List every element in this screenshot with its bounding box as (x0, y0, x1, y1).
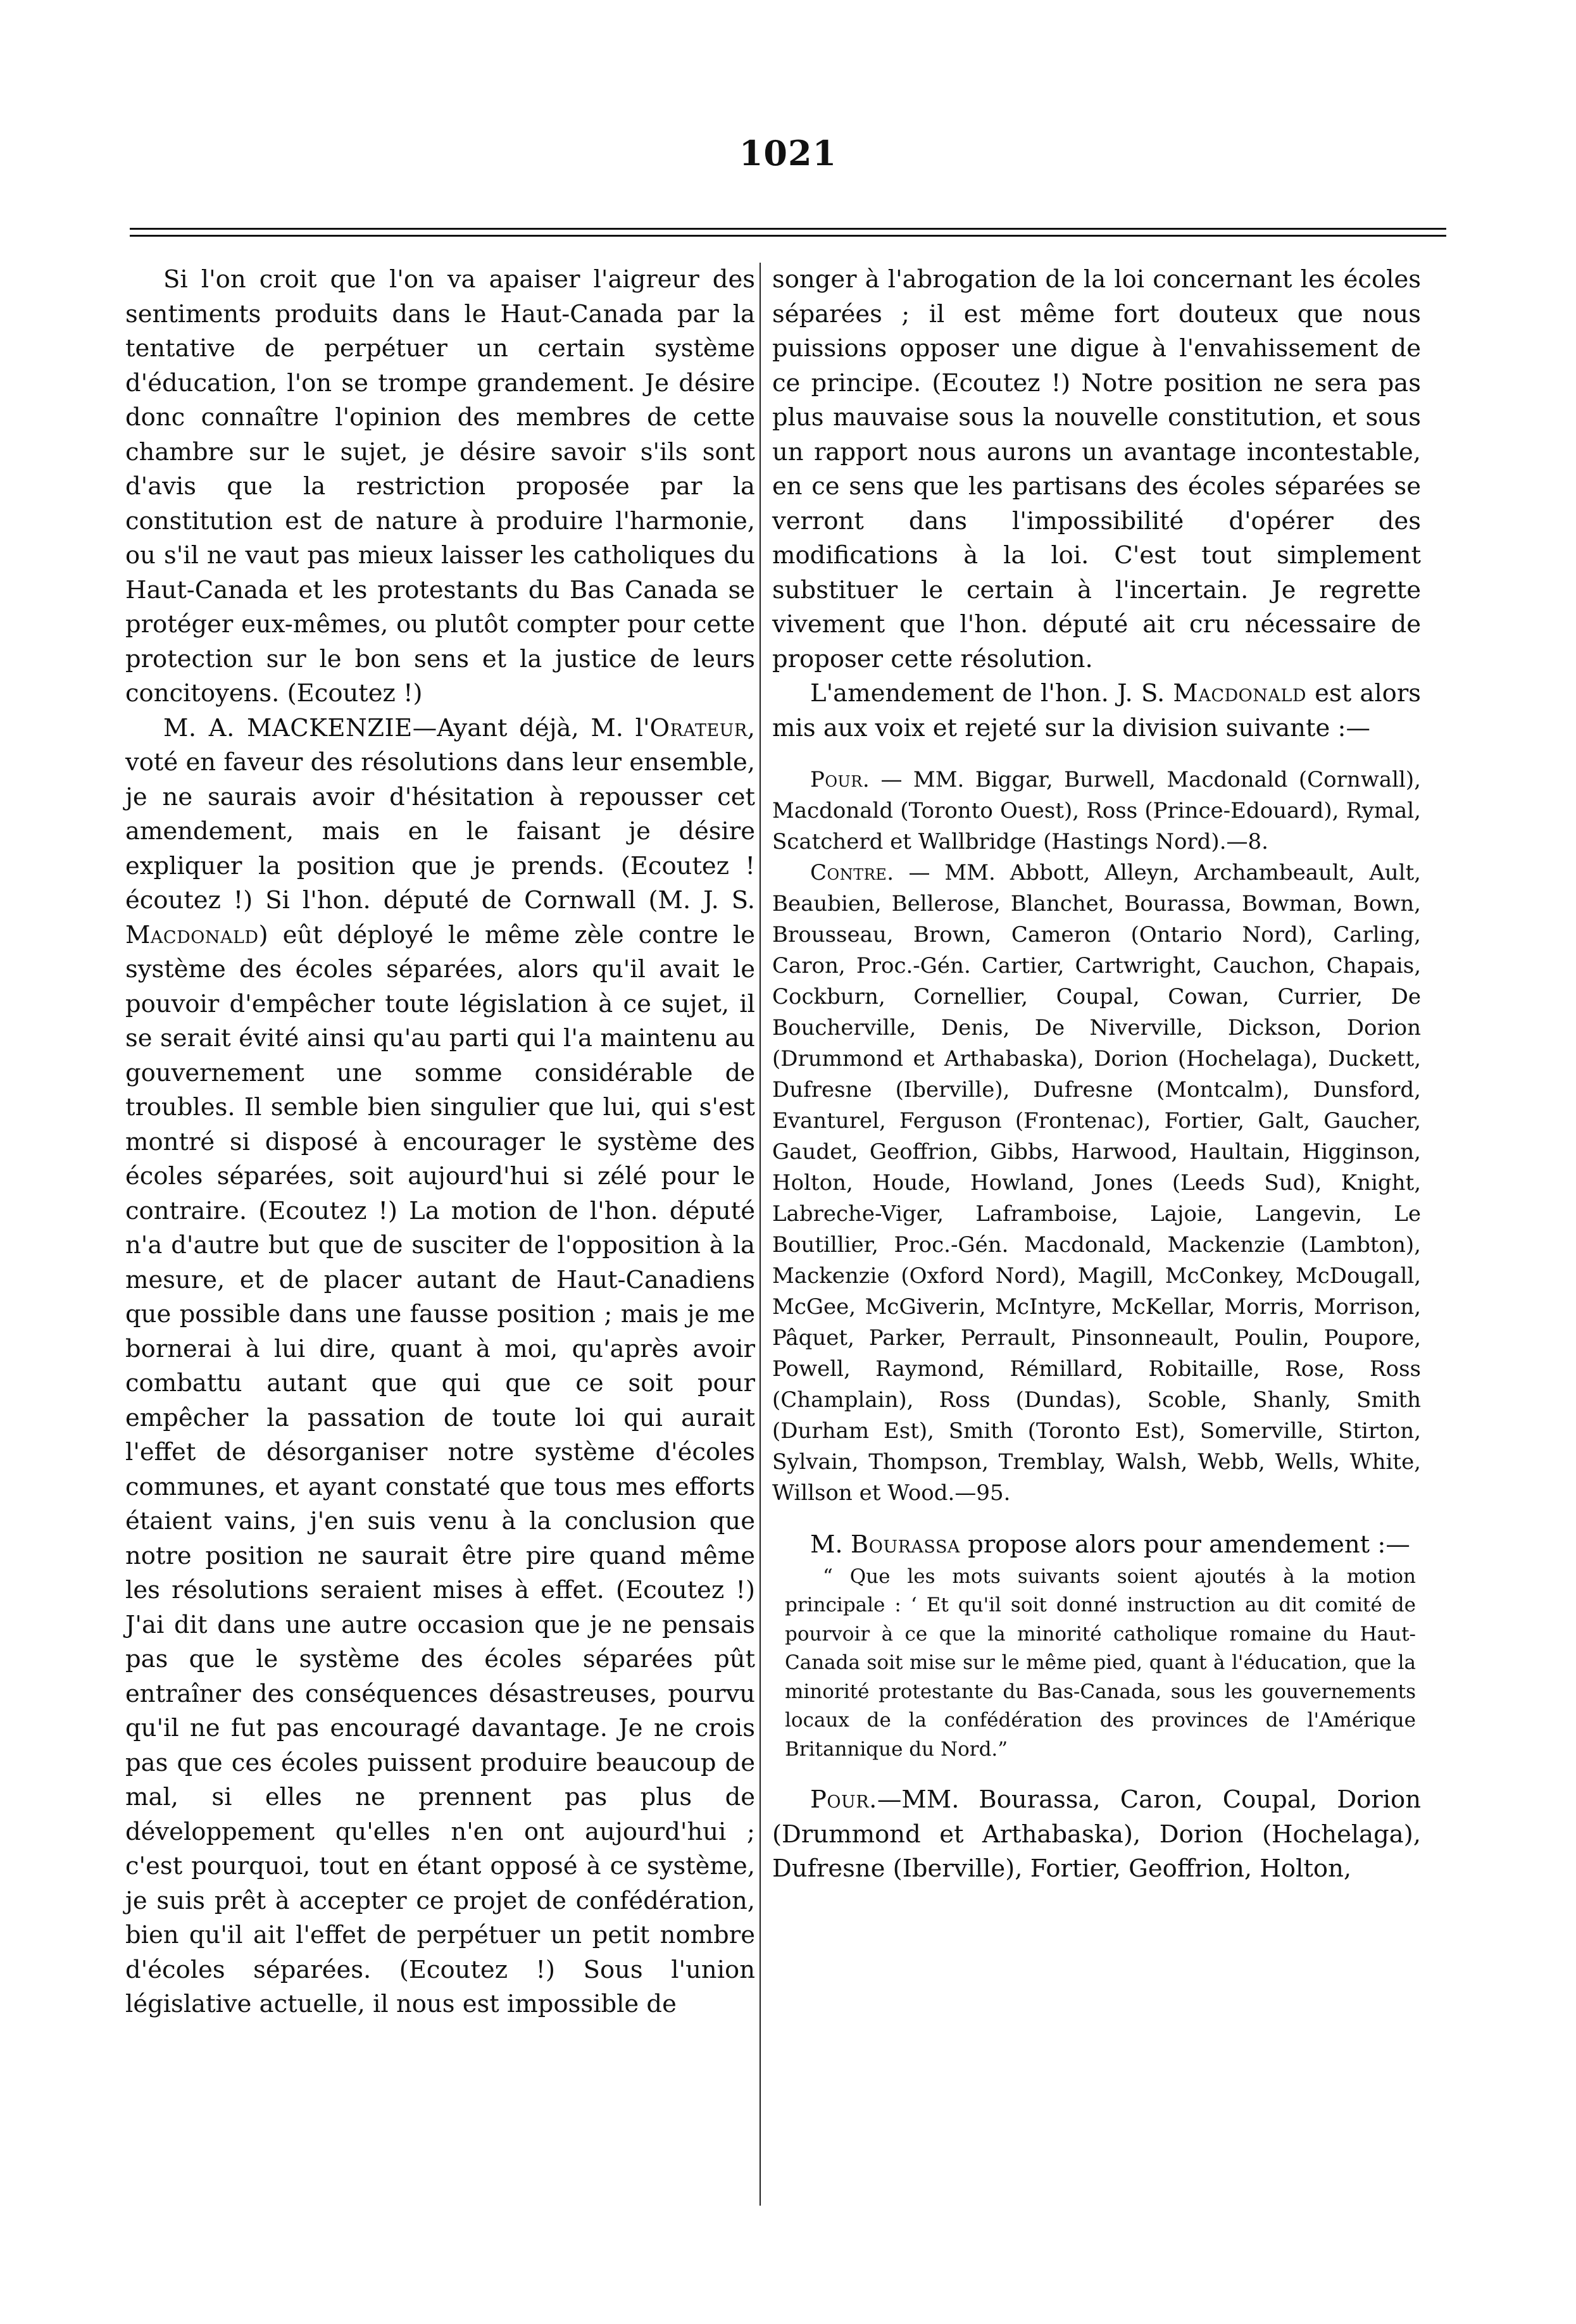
header-rule (130, 228, 1446, 237)
vote1-contre-label: Contre. (810, 860, 894, 885)
speaker-name: M. A. MACKENZIE (163, 713, 413, 742)
paragraph-bourassa (772, 1528, 1421, 1563)
vote1-contre-list: — MM. Abbott, Alleyn, Archambeault, Ault, Beaubien, Bellerose, Blanchet, Bourassa, Bowman, Bown, Brousseau, Brown, Cameron (Ontario Nord), Carling, Caron, Proc.-Gén. Cartier, Cartwright, Cauchon, Chapais, Cockburn, Cornellier, Coupal, Cowan, Currier, De Boucherville, Denis, De Niverville, Dickson, Dorion (Drummond et Arthabaska), Dorion (Hochelaga), Duckett, Dufresne (Iberville), Dufresne (Montcalm), Dunsford, Evanturel, Ferguson (Frontenac), Fortier, Galt, Gaucher, Gaudet, Geoffrion, Gibbs, Harwood, Haultain, Higginson, Holton, Houde, Howland, Jones (Leeds Sud), Knight, Labreche-Viger, Laframboise, Lajoie, Langevin, Le Boutillier, Proc.-Gén. Macdonald, Mackenzie (Lambton), Mackenzie (Oxford Nord), Magill, McConkey, McDougall, McGee, McGiverin, McIntyre, McKellar, Morris, Morrison, Pâquet, Parker, Perrault, Pinsonneault, Poulin, Poupore, Powell, Raymond, Rémillard, Robitaille, Rose, Ross (Champlain), Ross (Dundas), Scoble, Shanly, Smith (Durham Est), Smith (Toronto Est), Somerville, Stirton, Sylvain, Thompson, Tremblay, Walsh, Webb, Wells, White, Willson et Wood.—95. (772, 860, 1421, 1506)
vote1-pour-list: — MM. Biggar, Burwell, Macdonald (Cornwall), Macdonald (Toronto Ouest), Ross (Prince-Edouard), Rymal, Scatcherd et Wallbridge (Hastings Nord).—8. (772, 767, 1421, 854)
paragraph-mackenzie-speech (125, 711, 755, 2022)
column-divider (760, 263, 761, 2206)
speech-text-2: , voté en faveur des résolutions dans leur ensemble, je ne saurais avoir d'hésitation à repousser cet amendement, mais en le faisant je désire expliquer la position que je prends. (Ecoutez ! écoutez !) Si l'hon. député de Cornwall (M. J. S. (125, 713, 755, 915)
vote1-pour-label: Pour. (810, 767, 870, 792)
macdonald-name: Macdonald (125, 920, 259, 949)
speech-text-1: —Ayant déjà, M. l' (412, 713, 650, 742)
vote1-contre (772, 858, 1421, 1509)
page-number: 1021 (739, 133, 837, 173)
right-column (772, 263, 1421, 1887)
paragraph-amendment-vote (772, 677, 1421, 746)
paragraph-separate-schools: Si l'on croit que l'on va apaiser l'aigreur des sentiments produits dans le Haut-Canada par la tentative de perpétuer un certain système d'éducation, l'on se trompe grandement. Je désire donc connaître l'opinion des membres de cette chambre sur le sujet, je désire savoir s'ils sont d'avis que la restriction proposée par la constitution est de nature à produire l'harmonie, ou s'il ne vaut pas mieux laisser les catholiques du Haut-Canada et les protestants du Bas Canada se protéger eux-mêmes, ou plutôt compter pour cette protection sur le bon sens et la justice de leurs concitoyens. (Ecoutez !) (125, 265, 755, 708)
amendment-quote: “ Que les mots suivants soient ajoutés à la motion principale : ‘ Et qu'il soit donné instruction au dit comité de pourvoir à ce que la minorité catholique romaine du Haut-Canada soit mise sur le même pied, quant à l'éducation, que la minorité protestante du Bas-Canada, sous les gouvernements locaux de la confédération des provinces de l'Amérique Britannique du Nord.” (785, 1565, 1416, 1761)
amendment-text-a: L'amendement de l'hon. J. S. (810, 679, 1173, 708)
spacer (772, 746, 1421, 765)
amendment-text-b: est alors mis aux voix et rejeté sur la division suivante :— (772, 679, 1421, 742)
left-column (125, 263, 755, 2022)
vote1-pour (772, 765, 1421, 858)
vote2-pour-label: Pour. (810, 1785, 877, 1814)
speech-text-3: ) eût déployé le même zèle contre le système des écoles séparées, alors qu'il avait le pouvoir d'empêcher toute législation à ce sujet, il se serait évité ainsi qu'au parti qui l'a maintenu au gouvernement une somme considérable de troubles. Il semble bien singulier que lui, qui s'est montré si disposé à encourager le système des écoles séparées, soit aujourd'hui si zélé pour le contraire. (Ecoutez !) La motion de l'hon. député n'a d'autre but que de susciter de l'opposition à la mesure, et de placer autant de Haut-Canadiens que possible dans une fausse position ; mais je me bornerai à lui dire, quant à moi, qu'après avoir combattu autant que qui que ce soit pour empêcher la passation de toute loi qui aurait l'effet de désorganiser notre système d'écoles communes, et ayant constaté que tous mes efforts étaient vains, j'en suis venu à la conclusion que notre position ne saurait être pire quand même les résolutions seraient mises à effet. (Ecoutez !) J'ai dit dans une autre occasion que je ne pensais pas que le système des écoles séparées pût entraîner des conséquences désastreuses, pourvu qu'il ne fut pas encouragé davantage. Je ne crois pas que ces écoles puissent produire beaucoup de mal, si elles ne prennent pas plus de développement qu'elles n'en ont aujourd'hui ; c'est pourquoi, tout en étant opposé à ce système, je suis prêt à accepter ce projet de confédération, bien qu'il ait l'effet de perpétuer un petit nombre d'écoles séparées. (Ecoutez !) Sous l'union législative actuelle, il nous est impossible de (125, 920, 755, 2018)
orateur-name: Orateur (649, 713, 747, 742)
paragraph-continuation: songer à l'abrogation de la loi concernant les écoles séparées ; il est même fort douteux que nous puissions opposer une digue à l'envahissement de ce principe. (Ecoutez !) Notre position ne sera pas plus mauvaise sous la nouvelle constitution, et sous un rapport nous aurons un avantage incontestable, en ce sens que les partisans des écoles séparées se verront dans l'impossibilité d'opérer des modifications à la loi. C'est tout simplement substituer le certain à l'incertain. Je regrette vivement que l'hon. député ait cru nécessaire de proposer cette résolution. (772, 265, 1421, 673)
amendment-name: Macdonald (1173, 679, 1306, 708)
bourassa-name: Bourassa (850, 1530, 960, 1559)
spacer (772, 1509, 1421, 1528)
vote2-pour (772, 1783, 1421, 1887)
bourassa-prefix: M. (810, 1530, 851, 1559)
spacer (772, 1764, 1421, 1783)
vote2-pour-list: —MM. Bourassa, Caron, Coupal, Dorion (Drummond et Arthabaska), Dorion (Hochelaga), Dufresne (Iberville), Fortier, Geoffrion, Holton, (772, 1785, 1421, 1883)
bourassa-text: propose alors pour amendement :— (960, 1530, 1410, 1559)
